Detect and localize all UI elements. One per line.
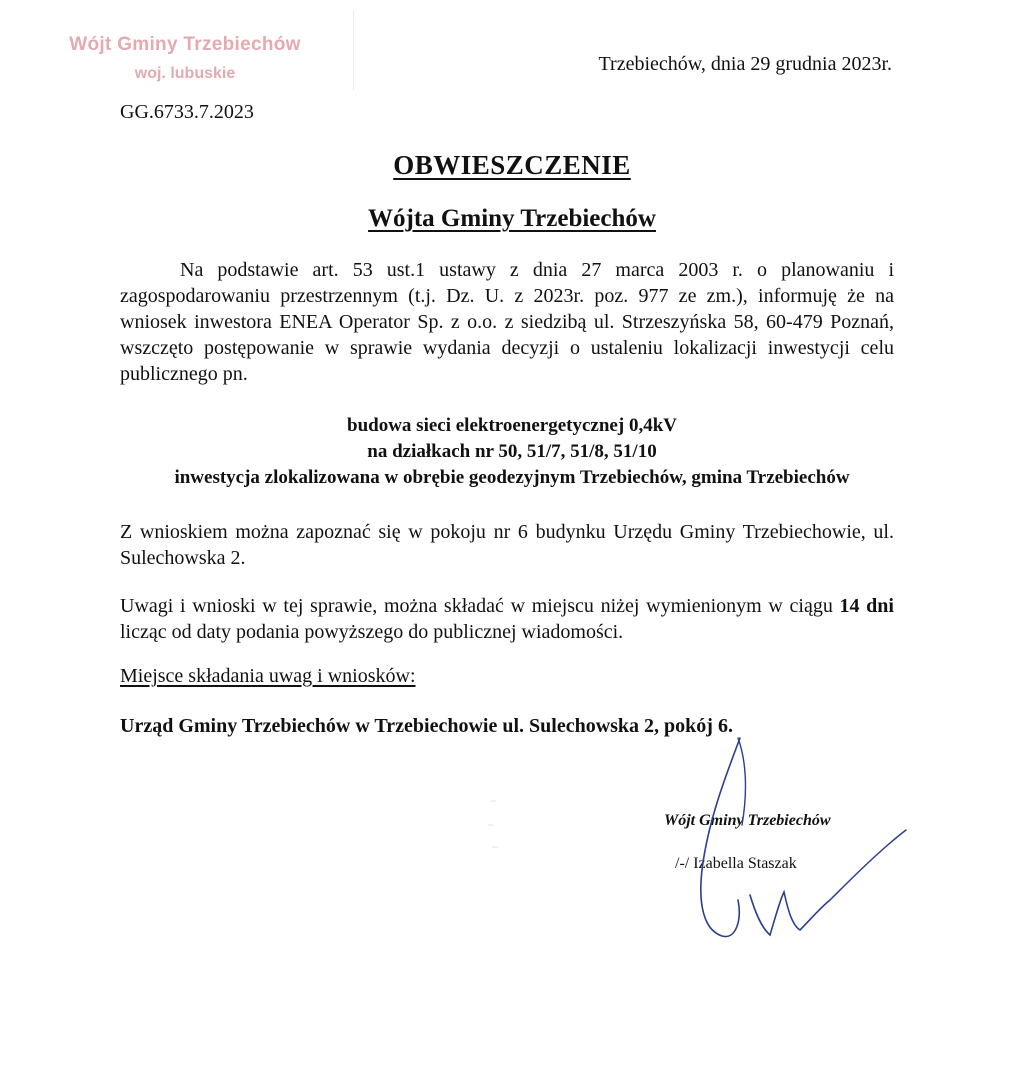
place-and-date: Trzebiechów, dnia 29 grudnia 2023r.: [598, 53, 892, 75]
submission-place-label: Miejsce składania uwag i wniosków:: [120, 665, 416, 687]
remarks-deadline: 14 dni: [839, 595, 894, 617]
investment-line-3: inwestycja zlokalizowana w obrębie geodezyjnym Trzebiechów, gmina Trzebiechów: [174, 467, 850, 488]
document-title: OBWIESZCZENIE: [393, 150, 631, 180]
remarks-paragraph: [120, 593, 894, 645]
submission-address: Urząd Gminy Trzebiechów w Trzebiechowie ul. Sulechowska 2, pokój 6.: [120, 715, 733, 737]
intro-paragraph: Na podstawie art. 53 ust.1 ustawy z dnia 27 marca 2003 r. o planowaniu i zagospodarowaniu przestrzennym (t.j. Dz. U. z 2023r. poz. 977 ze zm.), informuję że na wniosek inwestora ENEA Operator Sp. z o.o. z siedzibą ul. Strzeszyńska 58, 60-479 Poznań, wszczęto postępowanie w sprawie wydania decyzji o ustaleniu lokalizacji inwestycji celu publicznego pn.: [120, 259, 894, 385]
scan-speck: [492, 846, 498, 848]
stamp-region: woj. lubuskie: [134, 65, 236, 82]
scan-speck: [488, 824, 494, 826]
remarks-text-start: Uwagi i wnioski w tej sprawie, można składać w miejscu niżej wymienionym w ciągu: [120, 595, 840, 617]
office-stamp: [40, 34, 330, 83]
handwritten-signature: [680, 730, 920, 960]
scan-speck: [490, 800, 496, 802]
stamp-divider: [353, 10, 354, 90]
remarks-text-end: licząc od daty podania powyższego do publicznej wiadomości.: [120, 621, 624, 643]
case-number: GG.6733.7.2023: [120, 101, 254, 123]
investment-line-2: na działkach nr 50, 51/7, 51/8, 51/10: [367, 441, 657, 462]
stamp-office-name: Wójt Gminy Trzebiechów: [69, 34, 301, 55]
signatory-name: /-/ Izabella Staszak: [675, 855, 797, 872]
document-subtitle: Wójta Gminy Trzebiechów: [368, 205, 656, 232]
info-paragraph: Z wnioskiem można zapoznać się w pokoju nr 6 budynku Urzędu Gminy Trzebiechowie, ul. Sulechowska 2.: [120, 521, 894, 569]
investment-description: [100, 413, 924, 491]
investment-line-1: budowa sieci elektroenergetycznej 0,4kV: [347, 415, 677, 436]
signatory-title: Wójt Gminy Trzebiechów: [664, 812, 831, 829]
